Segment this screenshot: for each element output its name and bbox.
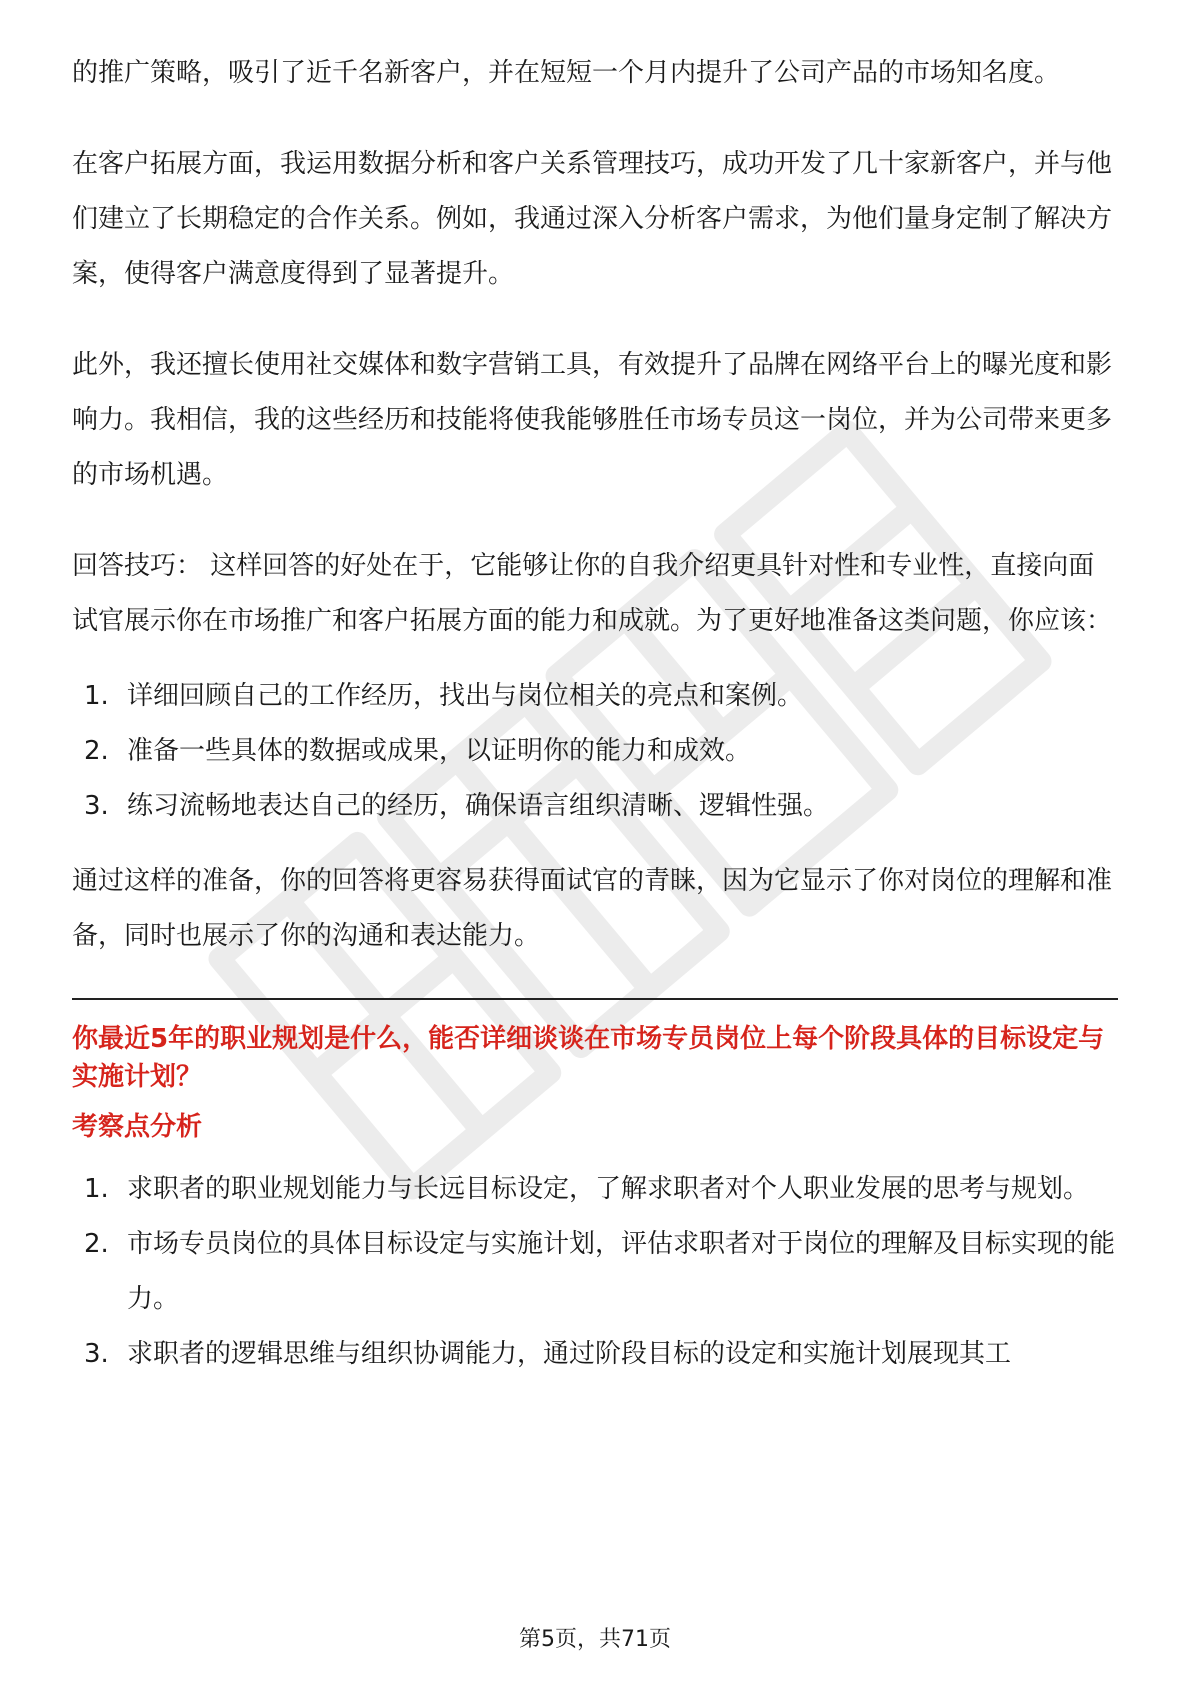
analysis-list — [72, 1162, 1118, 1382]
paragraph-2: 在客户拓展方面，我运用数据分析和客户关系管理技巧，成功开发了几十家新客户，并与他们建立了长期稳定的合作关系。例如，我通过深入分析客户需求，为他们量身定制了解决方案，使得客户满意度得到了显著提升。 — [72, 149, 1113, 289]
list-item: 2. 准备一些具体的数据或成果，以证明你的能力和成效。 — [84, 736, 752, 766]
analysis-heading: 考察点分析 — [72, 1112, 203, 1142]
question-heading: 你最近5年的职业规划是什么，能否详细谈谈在市场专员岗位上每个阶段具体的目标设定与实施计划？ — [72, 1024, 1105, 1092]
list-item: 2. 市场专员岗位的具体目标设定与实施计划，评估求职者对于岗位的理解及目标实现的能力。 — [84, 1229, 1116, 1314]
paragraph-1: 的推广策略，吸引了近千名新客户，并在短短一个月内提升了公司产品的市场知名度。 — [72, 58, 1061, 88]
answer-tips-paragraph: 回答技巧： 这样回答的好处在于，它能够让你的自我介绍更具针对性和专业性，直接向面试官展示你在市场推广和客户拓展方面的能力和成就。为了更好地准备这类问题，你应该： — [72, 551, 1113, 636]
list-item: 3. 求职者的逻辑思维与组织协调能力，通过阶段目标的设定和实施计划展现其工 — [84, 1339, 1012, 1369]
list-item: 3. 练习流畅地表达自己的经历，确保语言组织清晰、逻辑性强。 — [84, 791, 830, 821]
list-item: 1. 求职者的职业规划能力与长远目标设定，了解求职者对个人职业发展的思考与规划。 — [84, 1174, 1090, 1204]
page-footer: 第5页，共71页 — [519, 1627, 671, 1652]
list-item: 1. 详细回顾自己的工作经历，找出与岗位相关的亮点和案例。 — [84, 681, 804, 711]
paragraph-3: 此外，我还擅长使用社交媒体和数字营销工具，有效提升了品牌在网络平台上的曝光度和影响力。我相信，我的这些经历和技能将使我能够胜任市场专员这一岗位，并为公司带来更多的市场机遇。 — [72, 350, 1113, 490]
closing-paragraph: 通过这样的准备，你的回答将更容易获得面试官的青睐，因为它显示了你对岗位的理解和准备，同时也展示了你的沟通和表达能力。 — [72, 866, 1113, 951]
document-body — [72, 46, 1118, 1382]
section-divider — [72, 998, 1118, 1000]
tips-list — [72, 669, 1118, 834]
